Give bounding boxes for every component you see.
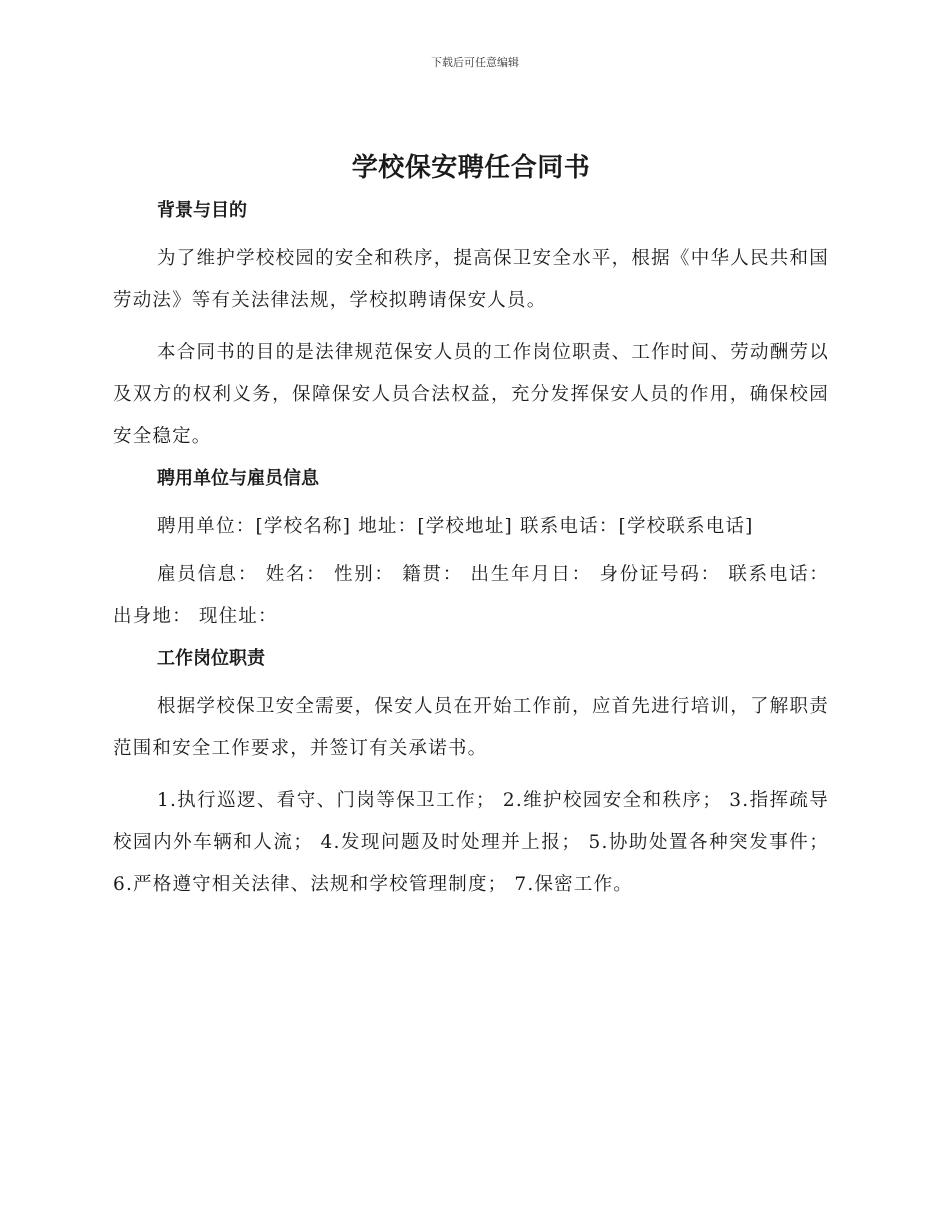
section-heading: 背景与目的 [157,200,247,221]
section-heading: 工作岗位职责 [157,648,265,669]
paragraph: 根据学校保卫安全需要，保安人员在开始工作前，应首先进行培训，了解职责范围和安全工作要求，并签订有关承诺书。 [113,696,829,759]
paragraph: 为了维护学校校园的安全和秩序，提高保卫安全水平，根据《中华人民共和国劳动法》等有关法律法规，学校拟聘请保安人员。 [113,248,829,311]
header-note: 下载后可任意编辑 [431,56,519,69]
document-body [113,148,829,916]
section-job-duties [113,648,829,906]
paragraph: 本合同书的目的是法律规范保安人员的工作岗位职责、工作时间、劳动酬劳以及双方的权利义务，保障保安人员合法权益，充分发挥保安人员的作用，确保校园安全稳定。 [113,342,829,447]
paragraph: 1.执行巡逻、看守、门岗等保卫工作； 2.维护校园安全和秩序； 3.指挥疏导校园内外车辆和人流； 4.发现问题及时处理并上报； 5.协助处置各种突发事件； 6.严格遵守相关法律、法规和学校管理制度； 7.保密工作。 [113,790,829,895]
section-employer-employee-info [113,468,829,638]
paragraph: 聘用单位：[学校名称] 地址：[学校地址] 联系电话：[学校联系电话] [157,516,754,537]
document-title: 学校保安聘任合同书 [351,153,591,183]
paragraph: 雇员信息： 姓名： 性别： 籍贯： 出生年月日： 身份证号码： 联系电话： 出身地： 现住址： [113,564,829,627]
section-background [113,200,829,458]
section-heading: 聘用单位与雇员信息 [157,468,319,489]
